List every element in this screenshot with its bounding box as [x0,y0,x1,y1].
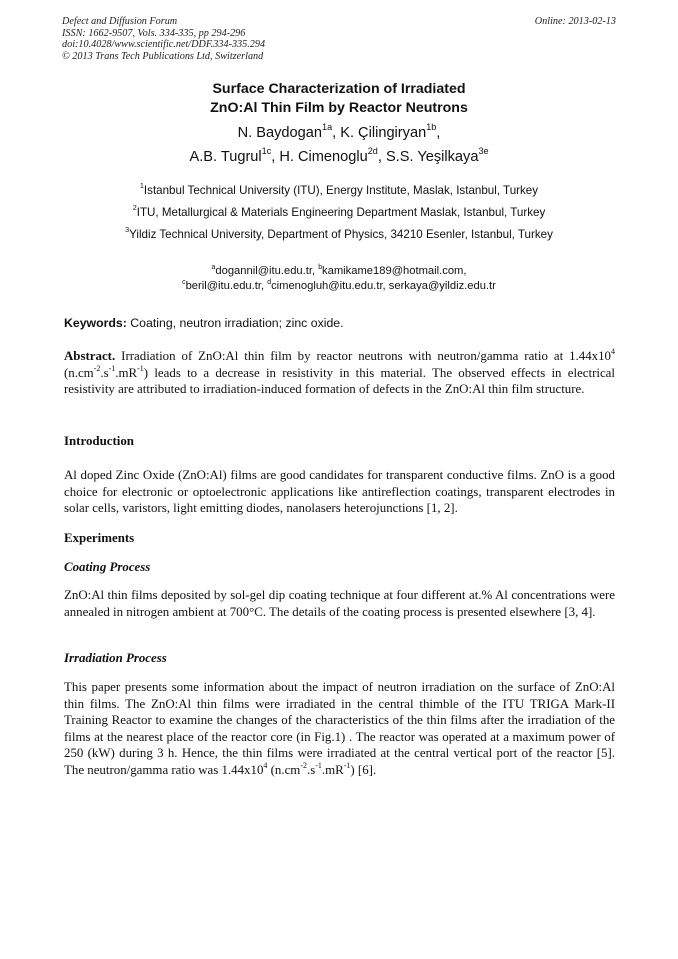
coating-process-text: ZnO:Al thin films deposited by sol-gel dip coating technique at four different at.% Al concentrations were annealed in nitrogen ambient at 700°C. The details of the coating process is presented elsewhere [3, 4]. [64,588,615,619]
affiliation-2 [0,203,678,220]
exponent: 4 [263,760,268,770]
affiliation-3 [0,225,678,242]
exponent: -2 [300,760,307,770]
exponent: -1 [137,363,144,373]
exponent: 4 [611,346,615,356]
author-separator: , [377,149,386,165]
exponent: -1 [108,363,116,373]
author-name: S.S. Yeşilkaya [385,149,479,165]
author-name: H. Cimenoglu [279,149,368,165]
email-line-2 [0,279,678,294]
abstract-text: (n.cm [64,365,94,380]
introduction-heading: Introduction [64,434,134,448]
email-separator: , [260,280,268,292]
email-mark: b [318,263,323,271]
email-mark: c [182,278,186,286]
author-separator: , [436,125,441,141]
irradiation-text: This paper presents some information about the impact of neutron irradiation on the surface of ZnO:Al thin films. The ZnO:Al thin films were irradiated in the central thimble of the ITU TRIGA Mark-II Training Reactor to examine the changes of the characteristics of the thin films after the irradiation of the films at the nearest place of the reactor core (in Fig.1) . The reactor was operated at a maximum power of 250 (kW) during 3 h. Hence, the thin films were irradiated at the central vertical port of the reactor [5]. The neutron/gamma ratio was 1.44x10 [64,680,615,777]
email-mark: a [211,263,216,271]
email-separator: , [311,265,319,277]
paper-title-line-2: ZnO:Al Thin Film by Reactor Neutrons [210,100,468,116]
coating-process-heading: Coating Process [64,560,151,574]
irradiation-text: (n.cm [267,762,301,777]
email-line-1 [0,264,678,279]
keywords-label: Keywords: [64,316,127,330]
issn-line: ISSN: 1662-9507, Vols. 334-335, pp 294-296 [62,27,246,39]
author-line-1 [0,123,678,143]
email-separator: , [463,265,467,277]
irradiation-process-heading: Irradiation Process [64,651,167,665]
author-affiliation-mark: 1c [261,146,272,157]
irradiation-text: .mR [321,762,344,777]
author-separator: , [271,149,280,165]
author-affiliation-mark: 1b [426,122,437,133]
email-address[interactable]: beril@itu.edu.tr [185,280,261,292]
author-line-2 [0,147,678,167]
affiliation-text: ITU, Metallurgical & Materials Engineering Department Maslak, Istanbul, Turkey [136,206,546,219]
keywords-text: Coating, neutron irradiation; zinc oxide. [126,316,344,330]
author-separator: , [332,125,341,141]
email-address[interactable]: kamikame189@hotmail.com [322,265,464,277]
exponent: -1 [343,760,351,770]
author-name: A.B. Tugrul [189,149,262,165]
affiliation-1 [0,181,678,198]
author-affiliation-mark: 2d [367,146,378,157]
online-date: Online: 2013-02-13 [534,16,616,27]
author-name: K. Çilingiryan [340,125,427,141]
irradiation-process-text [64,679,615,779]
doi-line: doi:10.4028/www.scientific.net/DDF.334-335.294 [62,39,266,51]
journal-header [62,16,616,62]
affiliation-text: Yildiz Technical University, Department of Physics, 34210 Esenler, Istanbul, Turkey [129,228,553,241]
abstract-text: ) leads to a decrease in resistivity in this material. The observed effects in electrical resistivity are attributed to irradiation-induced formation of defects in the ZnO:Al thin film structure. [64,365,615,397]
email-mark: d [267,278,272,286]
experiments-heading: Experiments [64,531,135,545]
abstract-text: .mR [115,365,138,380]
author-affiliation-mark: 1a [322,122,333,133]
journal-name: Defect and Diffusion Forum [62,16,178,27]
introduction-text: Al doped Zinc Oxide (ZnO:Al) films are good candidates for transparent conductive films. ZnO is a good choice for electronic or optoelectronic applications like antireflection coatings, transparent electrodes in solar cells, varistors, light emitting diodes, nanolasers heterojunctions [1, 2]. [64,468,615,516]
irradiation-text: .s [307,762,316,777]
author-affiliation-mark: 3e [478,146,489,157]
author-name: N. Baydogan [237,125,323,141]
abstract-text: .s [100,365,109,380]
exponent: -2 [93,363,101,373]
abstract-text: Irradiation of ZnO:Al thin film by reactor neutrons with neutron/gamma ratio at 1.44x10 [115,349,611,363]
paper-title-line-1: Surface Characterization of Irradiated [212,81,466,97]
email-address[interactable]: cimenogluh@itu.edu.tr, serkaya@yildiz.edu.tr [271,280,496,292]
affiliation-number: 2 [132,203,137,213]
email-address[interactable]: dogannil@itu.edu.tr [215,265,312,277]
abstract [64,348,615,398]
keywords [64,315,616,331]
affiliation-number: 1 [139,181,144,191]
copyright-line: © 2013 Trans Tech Publications Ltd, Switzerland [62,50,264,62]
exponent: -1 [315,760,322,770]
affiliation-text: Istanbul Technical University (ITU), Energy Institute, Maslak, Istanbul, Turkey [143,184,539,197]
abstract-label: Abstract. [64,349,116,363]
affiliation-number: 3 [125,225,130,235]
irradiation-text: ) [6]. [350,762,377,777]
